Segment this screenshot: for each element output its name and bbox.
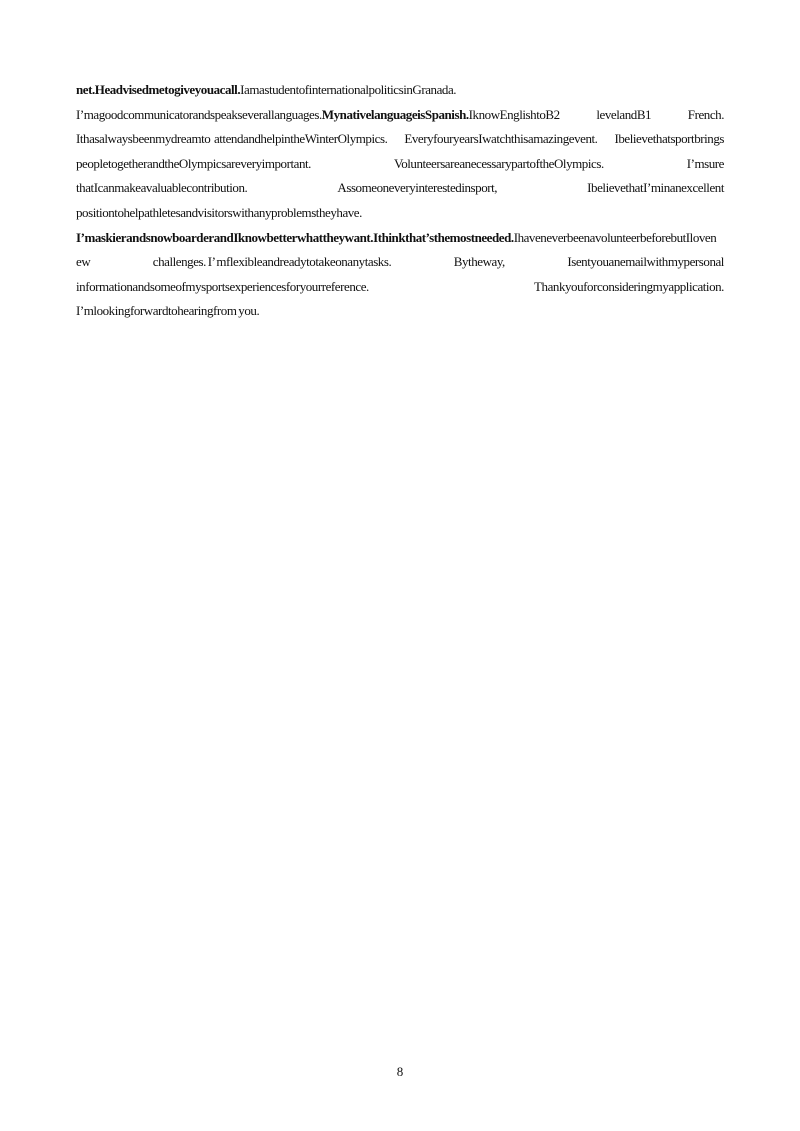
- bold-sentence: MynativelanguageisSpanish.: [321, 106, 469, 122]
- text-run: challenges. I’ mflexibleandreadytotakeonanytasks.: [152, 254, 392, 270]
- text-run: IknowEnglishtoB2: [468, 106, 560, 122]
- text-run: French.: [687, 106, 724, 122]
- text-run: thatIcanmakeavaluablecontribution.: [76, 180, 248, 196]
- letter-line-10: [76, 299, 724, 324]
- text-run: I’msure: [686, 155, 724, 171]
- letter-line-9: [76, 275, 724, 300]
- letter-line-8: [76, 250, 724, 275]
- letter-body: [76, 78, 724, 324]
- text-run: Thankyouforconsideringmyapplication.: [534, 278, 724, 294]
- text-run: attendandhelpintheWinterOlympics.: [213, 131, 388, 147]
- bold-sentence: I’maskierandsnowboarderandIknowbetterwhattheywant.Ithinkthat’sthemostneeded.: [76, 229, 514, 245]
- text-run: peopletogetherandtheOlympicsareveryimportant.: [76, 155, 311, 171]
- text-run: informationandsomeofmysportsexperiencesforyourreference.: [76, 278, 369, 294]
- text-group: [76, 103, 560, 128]
- page-number: 8: [396, 1064, 404, 1079]
- text-group: [76, 127, 387, 152]
- text-run: Isentyouanemailwithmypersonal: [567, 254, 724, 270]
- letter-line-2: [76, 103, 724, 128]
- letter-line-4: [76, 152, 724, 177]
- text-run: Ibelievethatsportbrings: [614, 131, 724, 147]
- text-run: Bytheway,: [453, 254, 505, 270]
- text-run: I’magoodcommunicatorandspeakseverallanguages.: [76, 106, 322, 122]
- letter-line-5: [76, 176, 724, 201]
- letter-line-6: [76, 201, 724, 226]
- letter-line-7: [76, 226, 724, 251]
- text-run: Assomeoneveryinterestedinsport,: [337, 180, 498, 196]
- text-run: levelandB1: [596, 106, 652, 122]
- text-run: IbelievethatI’minanexcellent: [587, 180, 724, 196]
- bold-sentence: net.Headvisedmetogiveyouacall.: [76, 82, 241, 97]
- text-run: IhaveneverbeenavolunteerbeforebutIloven: [513, 229, 717, 245]
- text-run: I’mlookingforwardtohearingfrom you.: [76, 303, 260, 319]
- text-run: ew: [76, 254, 91, 270]
- text-run: EveryfouryearsIwatchthisamazingevent.: [404, 131, 598, 147]
- text-run: positiontohelpathletesandvisitorswithanyproblemstheyhave.: [76, 204, 362, 220]
- text-run: Ithasalwaysbeenmydreamto: [76, 131, 211, 147]
- letter-line-3: [76, 127, 724, 152]
- text-run: VolunteersareanecessarypartoftheOlympics.: [393, 155, 604, 171]
- text-run: IamastudentofinternationalpoliticsinGranada.: [240, 82, 457, 97]
- letter-line-1: [76, 78, 724, 103]
